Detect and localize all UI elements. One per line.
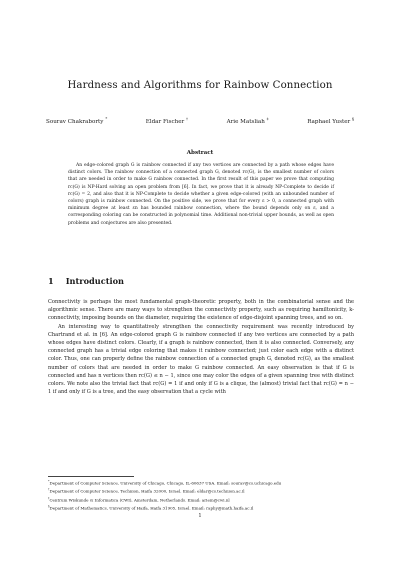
footnote	[48, 495, 354, 503]
footnote-list	[48, 478, 354, 512]
footnote-mark: ‡	[48, 495, 50, 500]
footnote-mark: §	[48, 504, 50, 509]
author	[146, 116, 188, 125]
author-mark: §	[351, 116, 354, 121]
footnote-text: Department of Computer Science, Technion, Haifa 32000, Israel. Email: eldar@cs.technion.ac.il	[49, 488, 245, 494]
author-name: Arie Matsliah	[226, 118, 265, 125]
section-body	[48, 298, 354, 396]
footnote	[48, 478, 354, 486]
section-heading	[48, 276, 124, 286]
footnote	[48, 503, 354, 511]
body-paragraph: An interesting way to quantitatively strengthen the connectivity requirement was recently introduced by Chartrand et al. in [6]. An edge-colored graph G is rainbow connected if any two vertices are connected by a path whose edges have distinct colors. Clearly, if a graph is rainbow connected, then it is also connected. Conversely, any connected graph has a trivial edge coloring that makes it rainbow connected; just color each edge with a distinct color. Thus, one can properly define the rainbow connection of a connected graph G, denoted rc(G), as the smallest number of colors that are needed in order to make G rainbow connected. An easy observation is that if G is connected and has n vertices then rc(G) ≤ n − 1, since one may color the edges of a given spanning tree with distinct colors. We note also the trivial fact that rc(G) = 1 if and only if G is a clique, the (almost) trivial fact that rc(G) = n − 1 if and only if G is a tree, and the easy observation that a cycle with	[48, 323, 354, 396]
footnote-text: Department of Computer Science, University of Chicago, Chicago, IL-60637 USA. Email: sourav@cs.uchicago.edu	[49, 480, 282, 486]
author	[307, 116, 354, 125]
body-paragraph: Connectivity is perhaps the most fundamental graph-theoretic property, both in the combinatorial sense and the algorithmic sense. There are many ways to strengthen the connectivity property, such as requiring hamiltonicity, k-connectivity, imposing bounds on the diameter, requiring the existence of edge-disjoint spanning trees, and so on.	[48, 299, 354, 322]
footnote-text: Department of Mathematics, University of Haifa, Haifa 31905, Israel. Email: raphy@math.haifa.ac.il	[49, 505, 254, 511]
abstract-text: An edge-colored graph G is rainbow connected if any two vertices are connected by a path whose edges have distinct colors. The rainbow connection of a connected graph G, denoted rc(G), is the smallest number of colors that are needed in order to make G rainbow connected. In the first result of this paper we prove that computing rc(G) is NP-Hard solving an open problem from [6]. In fact, we prove that it is already NP-Complete to decide if rc(G) = 2, and also that it is NP-Complete to decide whether a given edge-colored (with an unbounded number of colors) graph is rainbow connected. On the positive side, we prove that for every ε > 0, a connected graph with minimum degree at least εn has bounded rainbow connection, where the bound depends only on ε, and a corresponding coloring can be constructed in polynomial time. Additional non-trivial upper bounds, as well as open problems and conjectures are also presented.	[68, 163, 334, 226]
section-title: Introduction	[65, 276, 125, 286]
page-number: 1	[198, 513, 202, 519]
author	[46, 116, 107, 125]
abstract-heading: Abstract	[186, 150, 214, 156]
section-number: 1	[48, 276, 54, 286]
author-mark: *	[105, 116, 108, 121]
author-mark: †	[186, 116, 189, 121]
author-name: Eldar Fischer	[145, 118, 185, 125]
footnote-rule	[48, 476, 134, 477]
footnote-text: Centrum Wiskunde & Informatica (CWI), Amsterdam, Netherlands. Email: ariem@cwi.nl	[49, 497, 230, 503]
author-list	[46, 116, 354, 125]
paper-title: Hardness and Algorithms for Rainbow Connection	[67, 80, 333, 91]
author-mark: ‡	[266, 116, 269, 121]
footnote-mark: †	[48, 487, 50, 492]
author-name: Sourav Chakraborty	[46, 118, 104, 125]
author	[227, 116, 269, 125]
footnote-mark: *	[48, 479, 50, 483]
author-name: Raphael Yuster	[307, 118, 351, 125]
footnote	[48, 486, 354, 494]
